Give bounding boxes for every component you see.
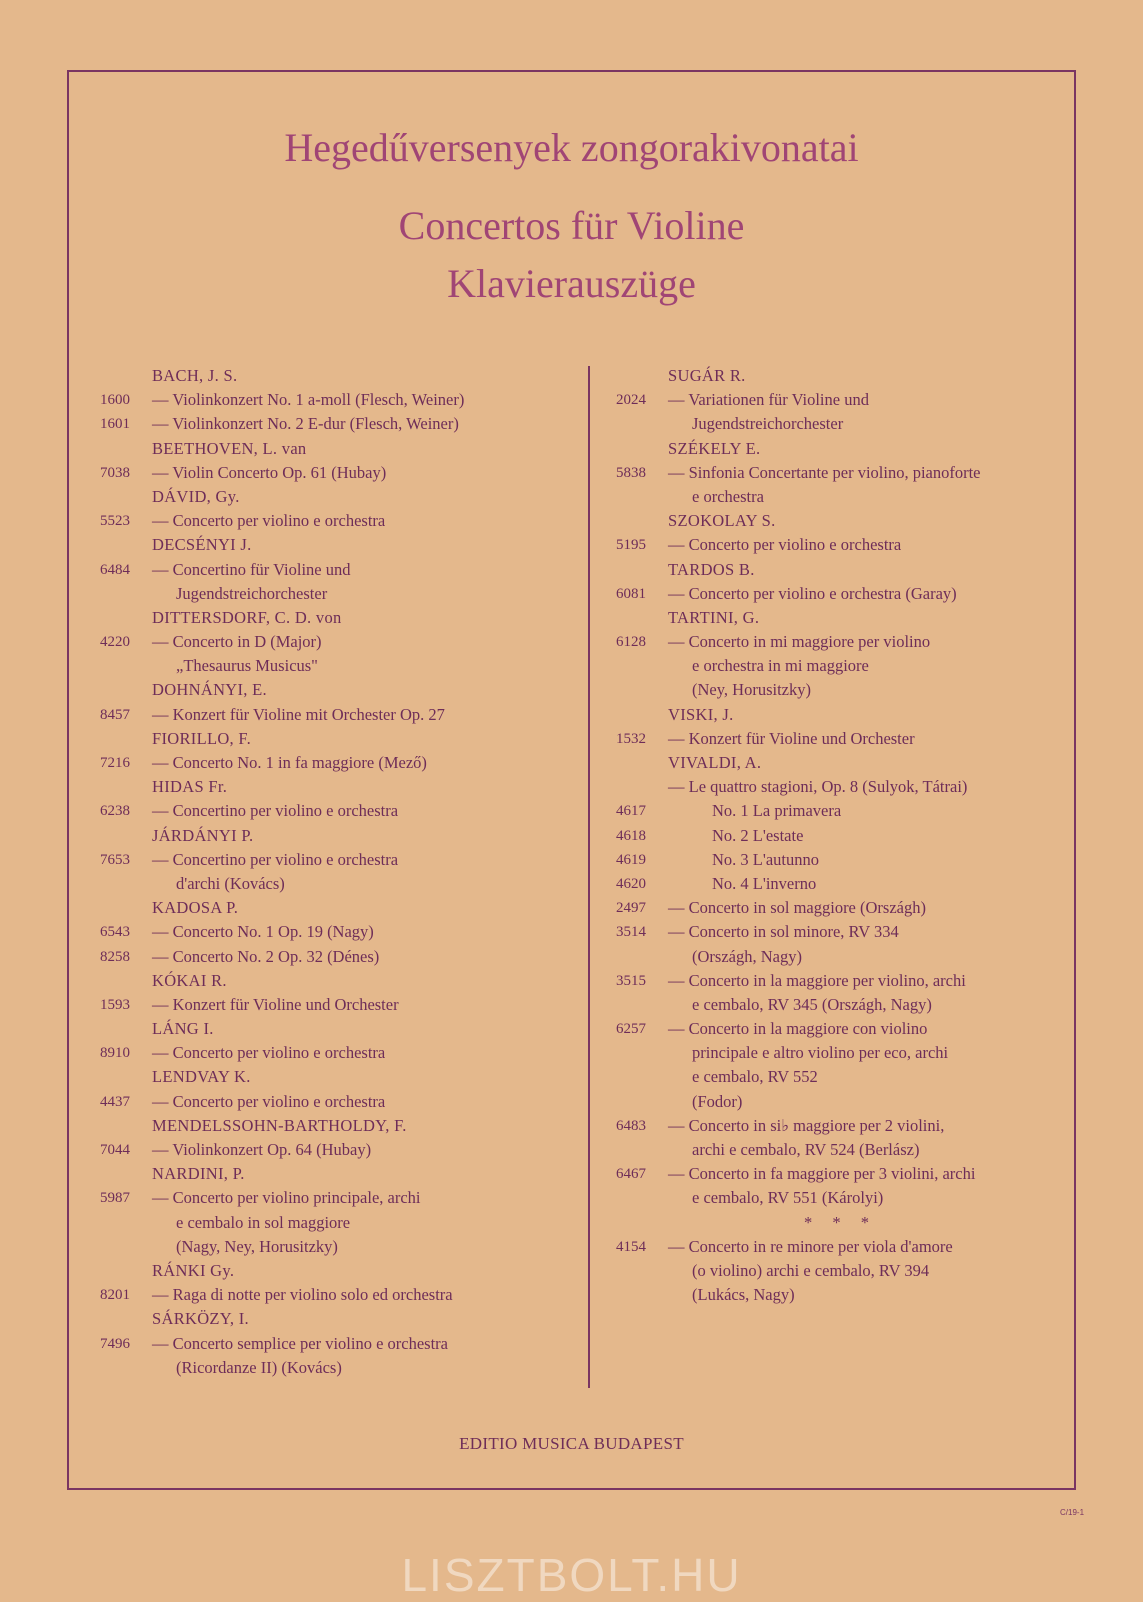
work-title: — Concerto per violino e orchestra: [152, 511, 386, 531]
catalog-entry: [88, 1138, 578, 1162]
work-title: — Concertino per violino e orchestra: [152, 801, 399, 821]
catalog-entry: [604, 461, 1074, 485]
work-title: — Violinkonzert Op. 64 (Hubay): [152, 1140, 372, 1159]
catalog-entry: [88, 1283, 578, 1307]
composer-name: DOHNÁNYI, E.: [152, 680, 267, 700]
catalog-entry: [604, 896, 1074, 920]
composer-name: HIDAS Fr.: [152, 777, 228, 797]
work-title: — Concerto in sol minore, RV 334: [668, 922, 899, 942]
catalog-entry: [604, 533, 1074, 557]
catalog-entry: [88, 1332, 578, 1356]
catalog-number: 7496: [100, 1335, 130, 1352]
work-title: e orchestra in mi maggiore: [692, 656, 869, 676]
work-title: — Concerto in sol maggiore (Országh): [668, 898, 926, 918]
composer-heading: [88, 775, 578, 799]
work-title: — Concertino für Violine und: [152, 559, 351, 579]
catalog-entry: [88, 630, 578, 654]
composer-heading: [88, 485, 578, 509]
catalog-entry: [604, 1041, 1074, 1065]
composer-name: DÁVID, Gy.: [152, 486, 240, 506]
work-title: — Concerto in si♭ maggiore per 2 violini,: [668, 1115, 945, 1135]
work-title: Jugendstreichorchester: [692, 414, 844, 434]
catalog-entry: [604, 1283, 1074, 1307]
catalog-number: 5523: [100, 513, 130, 530]
work-title: — Variationen für Violine und: [668, 390, 869, 410]
composer-heading: [88, 606, 578, 630]
work-title: No. 1 La primavera: [712, 801, 842, 821]
composer-name: NARDINI, P.: [152, 1164, 245, 1184]
composer-name: TARDOS B.: [668, 559, 755, 579]
work-title: (Lukács, Nagy): [692, 1285, 795, 1305]
catalog-entry: [604, 993, 1074, 1017]
catalog-number: 7653: [100, 851, 130, 868]
composer-heading: [88, 1259, 578, 1283]
work-title: e cembalo in sol maggiore: [176, 1212, 351, 1232]
title-german-2: Klavierauszüge: [447, 261, 696, 306]
catalog-entry: [88, 1235, 578, 1259]
composer-heading: [88, 533, 578, 557]
work-title: — Concertino per violino e orchestra: [152, 849, 399, 869]
title-hungarian: Hegedűversenyek zongorakivonatai: [284, 125, 859, 170]
catalog-entry: [604, 920, 1074, 944]
catalog-number: 4617: [616, 803, 646, 820]
catalog-number: 2024: [616, 392, 646, 409]
catalog-number: 7038: [100, 464, 130, 481]
catalog-number: 4620: [616, 875, 646, 892]
catalog-entry: [604, 1211, 1074, 1235]
catalog-entry: [88, 799, 578, 823]
column-divider: [588, 366, 590, 1388]
composer-name: VIVALDI, A.: [668, 753, 762, 772]
work-title: — Concerto No. 1 Op. 19 (Nagy): [152, 922, 374, 942]
catalog-entry: [88, 509, 578, 533]
catalog-number: 4618: [616, 827, 646, 844]
catalog-number: 4437: [100, 1093, 130, 1110]
work-title: — Concerto per violino principale, archi: [152, 1188, 421, 1208]
catalog-number: 4154: [616, 1238, 646, 1255]
work-title: — Concerto in mi maggiore per violino: [668, 632, 931, 652]
catalog-entry: [604, 775, 1074, 799]
catalog-left-column: [88, 364, 578, 1380]
composer-name: DITTERSDORF, C. D. von: [152, 607, 342, 627]
catalog-entry: [88, 1041, 578, 1065]
catalog-number: 7216: [100, 755, 130, 771]
catalog-entry: [604, 582, 1074, 606]
work-title: * * *: [804, 1212, 877, 1232]
catalog-entry: [88, 920, 578, 944]
catalog-number: 5987: [100, 1190, 130, 1207]
catalog-entry: [604, 969, 1074, 993]
composer-heading: [604, 558, 1074, 582]
work-title: — Concerto in la maggiore con violino: [668, 1019, 928, 1039]
composer-heading: [88, 1114, 578, 1138]
catalog-entry: [88, 703, 578, 727]
work-title: — Konzert für Violine mit Orchester Op. 27: [152, 704, 445, 724]
composer-heading: [604, 364, 1074, 388]
catalog-number: 1532: [616, 730, 646, 747]
catalog-entry: [88, 412, 578, 436]
catalog-number: 5195: [616, 537, 646, 554]
catalog-entry: [604, 1090, 1074, 1114]
catalog-entry: [604, 727, 1074, 751]
catalog-number: 6081: [616, 585, 646, 602]
work-title: — Concerto per violino e orchestra: [668, 535, 902, 555]
catalog-entry: [604, 1138, 1074, 1162]
composer-heading: [88, 678, 578, 702]
composer-heading: [88, 1307, 578, 1331]
catalog-entry: [88, 461, 578, 485]
work-title: — Konzert für Violine und Orchester: [152, 994, 399, 1014]
catalog-entry: [88, 1211, 578, 1235]
catalog-number: 8910: [100, 1045, 130, 1062]
composer-heading: [88, 1162, 578, 1186]
work-title: — Konzert für Violine und Orchester: [668, 728, 915, 748]
catalog-number: 3515: [616, 972, 646, 989]
catalog-number: 6238: [100, 803, 130, 820]
work-title: e orchestra: [692, 486, 764, 506]
catalog-entry: [604, 848, 1074, 872]
catalog-number: 8258: [100, 948, 130, 965]
composer-name: LENDVAY K.: [152, 1067, 251, 1087]
catalog-number: 6543: [100, 924, 130, 941]
catalog-number: 6467: [616, 1166, 646, 1183]
work-title: „Thesaurus Musicus": [176, 656, 318, 676]
work-title: — Concerto in D (Major): [152, 632, 322, 652]
work-title: (Ney, Horusitzky): [692, 680, 811, 700]
composer-name: SZÉKELY E.: [668, 438, 761, 458]
composer-name: KADOSA P.: [152, 898, 239, 918]
work-title: — Concerto per violino e orchestra: [152, 1091, 386, 1111]
catalog-entry: [88, 558, 578, 582]
composer-name: JÁRDÁNYI P.: [152, 825, 254, 845]
composer-heading: [604, 606, 1074, 630]
catalog-entry: [604, 1114, 1074, 1138]
catalog-entry: [88, 1356, 578, 1380]
work-title: — Concerto in re minore per viola d'amore: [668, 1236, 953, 1256]
work-title: — Concerto No. 2 Op. 32 (Dénes): [152, 946, 380, 966]
work-title: e cembalo, RV 551 (Károlyi): [692, 1188, 884, 1208]
composer-name: DECSÉNYI J.: [152, 535, 252, 555]
composer-heading: [88, 1017, 578, 1041]
composer-name: SZOKOLAY S.: [668, 511, 776, 531]
composer-name: KÓKAI R.: [152, 970, 227, 990]
work-title: — Concerto semplice per violino e orchestra: [152, 1333, 448, 1353]
work-title: Jugendstreichorchester: [176, 583, 328, 603]
composer-heading: [88, 727, 578, 751]
catalog-entry: [604, 678, 1074, 702]
catalog-entry: [88, 945, 578, 969]
catalog-entry: [88, 993, 578, 1017]
catalog-entry: [88, 751, 578, 775]
catalog-entry: [88, 1186, 578, 1210]
work-title: (Országh, Nagy): [692, 946, 802, 966]
catalog-entry: [604, 1017, 1074, 1041]
work-title: — Concerto in fa maggiore per 3 violini, archi: [668, 1164, 976, 1184]
catalog-number: 4619: [616, 851, 646, 868]
work-title: principale e altro violino per eco, archi: [692, 1043, 949, 1063]
work-title: — Concerto per violino e orchestra: [152, 1043, 386, 1063]
catalog-entry: [604, 412, 1074, 436]
composer-heading: [604, 703, 1074, 727]
composer-name: BACH, J. S.: [152, 366, 238, 385]
composer-name: RÁNKI Gy.: [152, 1260, 235, 1280]
title-german-1: Concertos für Violine: [398, 203, 745, 248]
composer-name: FIORILLO, F.: [152, 728, 251, 748]
catalog-entry: [88, 582, 578, 606]
catalog-number: 1600: [100, 392, 130, 409]
work-title: — Raga di notte per violino solo ed orchestra: [152, 1285, 453, 1305]
catalog-number: 1601: [100, 416, 130, 433]
work-title: — Concerto No. 1 in fa maggiore (Mező): [152, 753, 427, 772]
composer-heading: [88, 1065, 578, 1089]
work-title: — Violinkonzert No. 1 a-moll (Flesch, Weiner): [152, 390, 465, 410]
work-title: archi e cembalo, RV 524 (Berlász): [692, 1140, 920, 1159]
work-title: (Fodor): [692, 1091, 743, 1111]
catalog-entry: [88, 654, 578, 678]
work-title: — Violin Concerto Op. 61 (Hubay): [152, 462, 387, 482]
composer-heading: [88, 824, 578, 848]
composer-heading: [88, 896, 578, 920]
composer-heading: [88, 437, 578, 461]
catalog-number: 8457: [100, 706, 130, 723]
catalog-entry: [604, 1162, 1074, 1186]
work-title: d'archi (Kovács): [176, 873, 285, 893]
catalog-number: 2497: [616, 900, 646, 917]
composer-heading: [604, 751, 1074, 775]
catalog-entry: [604, 945, 1074, 969]
catalog-entry: [88, 848, 578, 872]
catalog-number: 5838: [616, 464, 646, 481]
catalog-entry: [88, 1090, 578, 1114]
composer-name: BEETHOVEN, L. van: [152, 438, 307, 458]
composer-name: TARTINI, G.: [668, 607, 760, 627]
work-title: — Sinfonia Concertante per violino, pianoforte: [668, 462, 981, 482]
composer-name: SÁRKÖZY, I.: [152, 1309, 249, 1329]
catalog-entry: [604, 1235, 1074, 1259]
catalog-entry: [88, 872, 578, 896]
work-title: No. 4 L'inverno: [712, 873, 817, 893]
composer-heading: [604, 437, 1074, 461]
catalog-number: 8201: [100, 1287, 130, 1304]
composer-heading: [88, 364, 578, 388]
catalog-entry: [604, 799, 1074, 823]
catalog-number: 6484: [100, 561, 130, 578]
work-title: e cembalo, RV 552: [692, 1067, 818, 1087]
catalog-number: 6483: [616, 1117, 646, 1134]
composer-name: VISKI, J.: [668, 704, 734, 724]
catalog-entry: [604, 1065, 1074, 1089]
work-title: — Violinkonzert No. 2 E-dur (Flesch, Weiner): [152, 414, 459, 434]
work-title: e cembalo, RV 345 (Országh, Nagy): [692, 994, 932, 1014]
catalog-code: C/19-1: [1060, 1508, 1085, 1517]
catalog-entry: [604, 630, 1074, 654]
catalog-number: 6257: [616, 1021, 646, 1038]
work-title: — Concerto per violino e orchestra (Garay): [668, 583, 957, 603]
work-title: No. 2 L'estate: [712, 825, 804, 845]
watermark: LISZTBOLT.HU: [401, 1549, 742, 1601]
work-title: (o violino) archi e cembalo, RV 394: [692, 1260, 930, 1280]
work-title: — Concerto in la maggiore per violino, archi: [668, 970, 966, 990]
catalog-number: 4220: [100, 634, 130, 651]
work-title: No. 3 L'autunno: [712, 849, 820, 869]
work-title: — Le quattro stagioni, Op. 8 (Sulyok, Tátrai): [668, 777, 968, 797]
catalog-number: 1593: [100, 996, 130, 1013]
catalog-entry: [604, 1259, 1074, 1283]
catalog-number: 7044: [100, 1142, 130, 1158]
composer-heading: [88, 969, 578, 993]
catalog-number: 3514: [616, 924, 646, 941]
composer-name: LÁNG I.: [152, 1019, 214, 1039]
catalog-entry: [604, 485, 1074, 509]
work-title: (Nagy, Ney, Horusitzky): [176, 1236, 338, 1256]
catalog-entry: [88, 388, 578, 412]
catalog-entry: [604, 654, 1074, 678]
catalog-right-column: [604, 364, 1074, 1307]
catalog-number: 6128: [616, 634, 646, 651]
composer-name: SUGÁR R.: [668, 366, 746, 385]
catalog-entry: [604, 1186, 1074, 1210]
catalog-entry: [604, 824, 1074, 848]
composer-heading: [604, 509, 1074, 533]
composer-name: MENDELSSOHN-BARTHOLDY, F.: [152, 1115, 407, 1135]
publisher-name: EDITIO MUSICA BUDAPEST: [459, 1434, 684, 1453]
work-title: (Ricordanze II) (Kovács): [176, 1357, 342, 1377]
catalog-entry: [604, 872, 1074, 896]
catalog-entry: [604, 388, 1074, 412]
